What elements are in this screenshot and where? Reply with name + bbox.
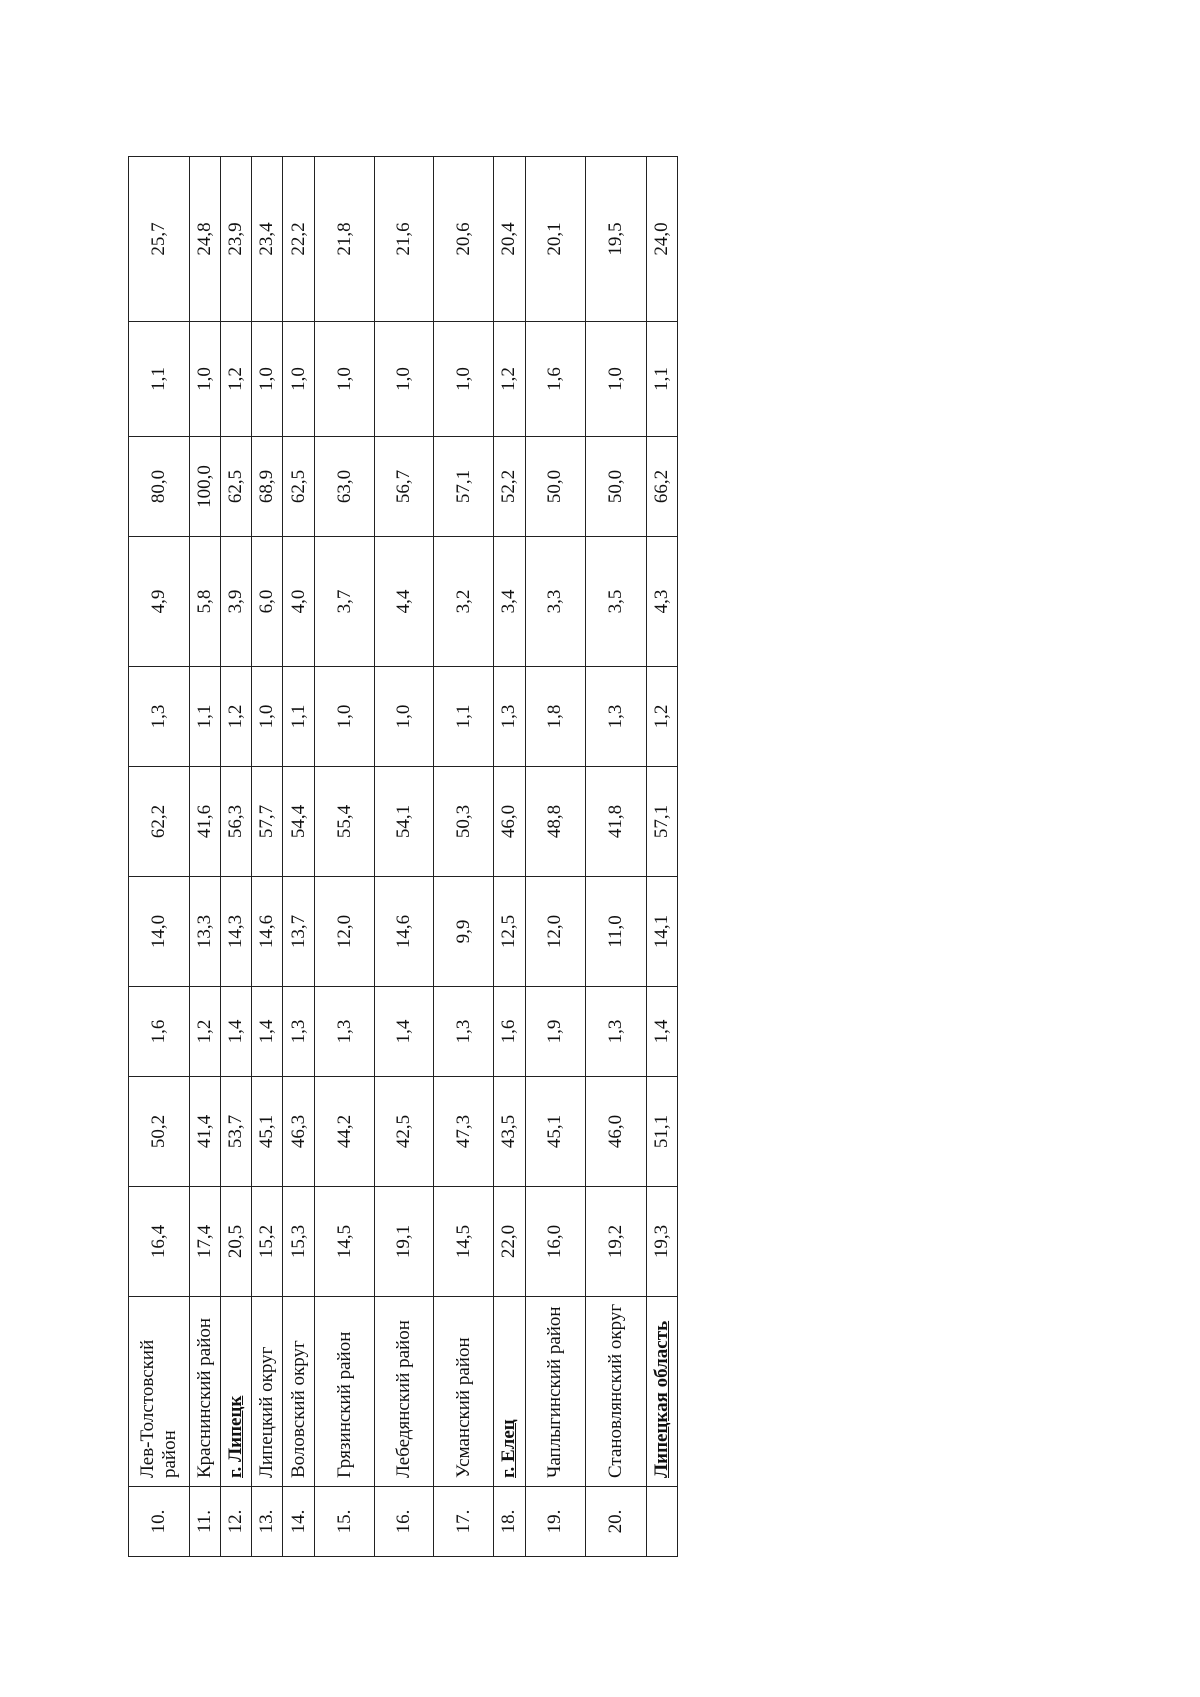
value-cell: 23,4 — [252, 157, 283, 322]
value-cell: 43,5 — [494, 1077, 525, 1187]
value-cell: 46,0 — [494, 767, 525, 877]
value-cell: 21,6 — [375, 157, 433, 322]
value-cell: 80,0 — [129, 437, 190, 537]
value-cell: 16,0 — [525, 1187, 586, 1297]
value-cell: 100,0 — [189, 437, 220, 537]
value-cell: 1,4 — [252, 987, 283, 1077]
row-name: Воловский округ — [283, 1297, 314, 1487]
row-name: Лебедянский район — [375, 1297, 433, 1487]
value-cell: 3,3 — [525, 537, 586, 667]
value-cell: 1,4 — [646, 987, 677, 1077]
value-cell: 9,9 — [433, 877, 494, 987]
value-cell: 19,1 — [375, 1187, 433, 1297]
value-cell: 12,0 — [314, 877, 375, 987]
value-cell: 1,0 — [283, 322, 314, 437]
table-row — [525, 157, 586, 1557]
rotated-page-content — [128, 157, 678, 1557]
value-cell: 1,1 — [283, 667, 314, 767]
value-cell: 50,0 — [586, 437, 647, 537]
value-cell: 1,0 — [314, 667, 375, 767]
value-cell: 12,0 — [525, 877, 586, 987]
value-cell: 1,4 — [220, 987, 251, 1077]
row-number: 14. — [283, 1487, 314, 1557]
row-number: 12. — [220, 1487, 251, 1557]
statistics-table — [128, 156, 678, 1557]
row-number: 13. — [252, 1487, 283, 1557]
value-cell: 4,4 — [375, 537, 433, 667]
value-cell: 21,8 — [314, 157, 375, 322]
value-cell: 57,7 — [252, 767, 283, 877]
value-cell: 14,1 — [646, 877, 677, 987]
value-cell: 1,0 — [375, 667, 433, 767]
table-row — [283, 157, 314, 1557]
table-row — [129, 157, 190, 1557]
value-cell: 1,1 — [433, 667, 494, 767]
value-cell: 66,2 — [646, 437, 677, 537]
value-cell: 20,1 — [525, 157, 586, 322]
row-number: 16. — [375, 1487, 433, 1557]
value-cell: 50,3 — [433, 767, 494, 877]
value-cell: 12,5 — [494, 877, 525, 987]
value-cell: 1,0 — [586, 322, 647, 437]
value-cell: 54,1 — [375, 767, 433, 877]
table-row — [375, 157, 433, 1557]
value-cell: 23,9 — [220, 157, 251, 322]
value-cell: 22,2 — [283, 157, 314, 322]
value-cell: 1,2 — [189, 987, 220, 1077]
value-cell: 24,0 — [646, 157, 677, 322]
value-cell: 41,8 — [586, 767, 647, 877]
value-cell: 14,6 — [375, 877, 433, 987]
table-row — [646, 157, 677, 1557]
row-number: 17. — [433, 1487, 494, 1557]
value-cell: 1,0 — [252, 667, 283, 767]
value-cell: 1,1 — [129, 322, 190, 437]
value-cell: 19,2 — [586, 1187, 647, 1297]
row-name: Липецкая область — [646, 1297, 677, 1487]
value-cell: 4,9 — [129, 537, 190, 667]
value-cell: 1,6 — [494, 987, 525, 1077]
row-name: Краснинский район — [189, 1297, 220, 1487]
row-name: Становлянский округ — [586, 1297, 647, 1487]
table-row — [189, 157, 220, 1557]
value-cell: 1,9 — [525, 987, 586, 1077]
value-cell: 3,4 — [494, 537, 525, 667]
value-cell: 53,7 — [220, 1077, 251, 1187]
value-cell: 1,3 — [586, 667, 647, 767]
value-cell: 6,0 — [252, 537, 283, 667]
row-name: Липецкий округ — [252, 1297, 283, 1487]
value-cell: 1,1 — [189, 667, 220, 767]
value-cell: 52,2 — [494, 437, 525, 537]
value-cell: 1,2 — [646, 667, 677, 767]
value-cell: 41,6 — [189, 767, 220, 877]
value-cell: 62,2 — [129, 767, 190, 877]
value-cell: 17,4 — [189, 1187, 220, 1297]
value-cell: 11,0 — [586, 877, 647, 987]
value-cell: 15,2 — [252, 1187, 283, 1297]
row-name: г. Елец — [494, 1297, 525, 1487]
value-cell: 13,3 — [189, 877, 220, 987]
table-row — [314, 157, 375, 1557]
value-cell: 45,1 — [525, 1077, 586, 1187]
table-row — [586, 157, 647, 1557]
value-cell: 57,1 — [646, 767, 677, 877]
table-row — [252, 157, 283, 1557]
row-name: Грязинский район — [314, 1297, 375, 1487]
value-cell: 1,6 — [129, 987, 190, 1077]
value-cell: 13,7 — [283, 877, 314, 987]
value-cell: 1,3 — [314, 987, 375, 1077]
value-cell: 1,2 — [220, 667, 251, 767]
value-cell: 1,1 — [646, 322, 677, 437]
row-name: Лев-Толстовский район — [129, 1297, 190, 1487]
value-cell: 24,8 — [189, 157, 220, 322]
value-cell: 51,1 — [646, 1077, 677, 1187]
table-row — [220, 157, 251, 1557]
value-cell: 20,6 — [433, 157, 494, 322]
value-cell: 15,3 — [283, 1187, 314, 1297]
value-cell: 47,3 — [433, 1077, 494, 1187]
value-cell: 3,2 — [433, 537, 494, 667]
value-cell: 14,5 — [314, 1187, 375, 1297]
value-cell: 62,5 — [220, 437, 251, 537]
value-cell: 1,8 — [525, 667, 586, 767]
value-cell: 14,3 — [220, 877, 251, 987]
row-number: 15. — [314, 1487, 375, 1557]
value-cell: 56,7 — [375, 437, 433, 537]
value-cell: 22,0 — [494, 1187, 525, 1297]
value-cell: 1,3 — [283, 987, 314, 1077]
value-cell: 1,4 — [375, 987, 433, 1077]
value-cell: 1,0 — [189, 322, 220, 437]
row-number — [646, 1487, 677, 1557]
value-cell: 25,7 — [129, 157, 190, 322]
value-cell: 14,6 — [252, 877, 283, 987]
value-cell: 1,3 — [494, 667, 525, 767]
value-cell: 1,0 — [433, 322, 494, 437]
row-number: 19. — [525, 1487, 586, 1557]
value-cell: 46,0 — [586, 1077, 647, 1187]
value-cell: 3,9 — [220, 537, 251, 667]
value-cell: 46,3 — [283, 1077, 314, 1187]
row-name: Чаплыгинский район — [525, 1297, 586, 1487]
value-cell: 48,8 — [525, 767, 586, 877]
table-row — [494, 157, 525, 1557]
value-cell: 1,0 — [252, 322, 283, 437]
value-cell: 57,1 — [433, 437, 494, 537]
value-cell: 63,0 — [314, 437, 375, 537]
value-cell: 54,4 — [283, 767, 314, 877]
value-cell: 20,4 — [494, 157, 525, 322]
value-cell: 3,7 — [314, 537, 375, 667]
value-cell: 19,3 — [646, 1187, 677, 1297]
value-cell: 55,4 — [314, 767, 375, 877]
value-cell: 1,6 — [525, 322, 586, 437]
row-number: 10. — [129, 1487, 190, 1557]
row-number: 20. — [586, 1487, 647, 1557]
value-cell: 5,8 — [189, 537, 220, 667]
value-cell: 20,5 — [220, 1187, 251, 1297]
value-cell: 1,3 — [129, 667, 190, 767]
value-cell: 50,2 — [129, 1077, 190, 1187]
value-cell: 45,1 — [252, 1077, 283, 1187]
row-number: 11. — [189, 1487, 220, 1557]
value-cell: 4,0 — [283, 537, 314, 667]
value-cell: 50,0 — [525, 437, 586, 537]
value-cell: 41,4 — [189, 1077, 220, 1187]
value-cell: 3,5 — [586, 537, 647, 667]
table-row — [433, 157, 494, 1557]
value-cell: 1,2 — [494, 322, 525, 437]
value-cell: 1,2 — [220, 322, 251, 437]
value-cell: 4,3 — [646, 537, 677, 667]
value-cell: 14,0 — [129, 877, 190, 987]
value-cell: 1,0 — [314, 322, 375, 437]
value-cell: 1,3 — [586, 987, 647, 1077]
value-cell: 62,5 — [283, 437, 314, 537]
value-cell: 1,0 — [375, 322, 433, 437]
value-cell: 16,4 — [129, 1187, 190, 1297]
row-number: 18. — [494, 1487, 525, 1557]
value-cell: 42,5 — [375, 1077, 433, 1187]
value-cell: 68,9 — [252, 437, 283, 537]
value-cell: 14,5 — [433, 1187, 494, 1297]
value-cell: 1,3 — [433, 987, 494, 1077]
row-name: Усманский район — [433, 1297, 494, 1487]
value-cell: 56,3 — [220, 767, 251, 877]
value-cell: 44,2 — [314, 1077, 375, 1187]
row-name: г. Липецк — [220, 1297, 251, 1487]
value-cell: 19,5 — [586, 157, 647, 322]
